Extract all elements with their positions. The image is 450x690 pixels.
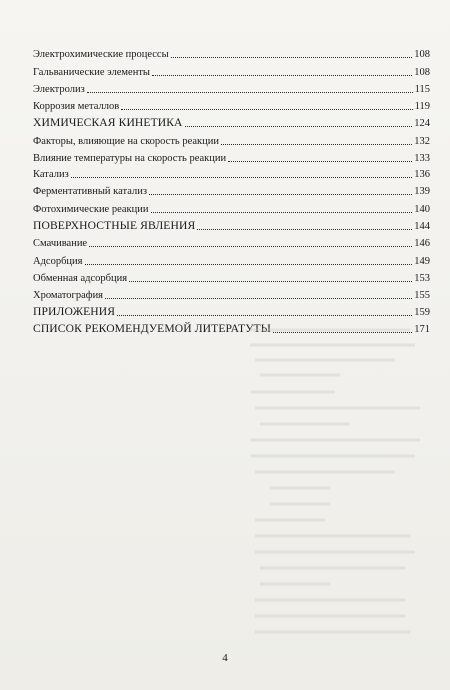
toc-entry-page: 140 <box>414 203 430 215</box>
toc-entry-page: 119 <box>414 100 430 112</box>
toc-entry <box>33 95 430 112</box>
toc-entry-page: 155 <box>414 289 430 301</box>
toc-entry-title: Хроматография <box>33 289 104 301</box>
toc-entry-title: Обменная адсорбция <box>33 272 128 284</box>
toc-entry-title: Гальванические элементы <box>33 66 150 78</box>
toc-entry-title: Коррозия металлов <box>33 100 120 112</box>
page-number: 4 <box>222 652 228 664</box>
toc-section-heading <box>33 301 430 318</box>
toc-entry-title: Влияние температуры на скорость реакции <box>33 152 227 164</box>
toc-dot-leader <box>197 229 412 230</box>
toc-entry <box>33 232 430 249</box>
toc-entry-title: ПРИЛОЖЕНИЯ <box>33 305 116 318</box>
toc-entry-page: 124 <box>414 117 430 129</box>
toc-entry <box>33 180 430 197</box>
toc-entry-page: 139 <box>414 185 430 197</box>
toc-entry-title: Факторы, влияющие на скорость реакции <box>33 135 219 147</box>
toc-entry-page: 115 <box>414 83 430 95</box>
toc-entry-page: 132 <box>414 135 430 147</box>
toc-entry <box>33 267 430 284</box>
toc-dot-leader <box>117 315 412 316</box>
toc-entry-title: ХИМИЧЕСКАЯ КИНЕТИКА <box>33 116 183 129</box>
toc-section-heading <box>33 318 430 335</box>
toc-entry-title: Электролиз <box>33 83 85 95</box>
toc-dot-leader <box>129 281 412 282</box>
toc-dot-leader <box>152 75 412 76</box>
toc-entry-page: 136 <box>414 168 430 180</box>
toc-entry-page: 108 <box>414 48 430 60</box>
toc-section-heading <box>33 215 430 232</box>
toc-entry <box>33 129 430 147</box>
toc-entry <box>33 164 430 180</box>
toc-entry-title: Фотохимические реакции <box>33 203 149 215</box>
toc-entry-page: 146 <box>414 237 430 249</box>
toc-entry <box>33 284 430 301</box>
toc-dot-leader <box>221 144 412 145</box>
toc-dot-leader <box>273 332 412 333</box>
toc-entry <box>33 249 430 267</box>
toc-entry <box>33 60 430 78</box>
toc-entry <box>33 40 430 60</box>
toc-entry-title: СПИСОК РЕКОМЕНДУЕМОЙ ЛИТЕРАТУТЫ <box>33 322 271 335</box>
toc-entry-page: 171 <box>414 323 430 335</box>
toc-entry-page: 108 <box>414 66 430 78</box>
toc-entry-title: ПОВЕРХНОСТНЫЕ ЯВЛЕНИЯ <box>33 219 196 232</box>
toc-dot-leader <box>121 109 412 110</box>
toc-dot-leader <box>87 92 413 93</box>
toc-dot-leader <box>171 57 413 58</box>
toc-entry-title: Электрохимические процессы <box>33 48 169 60</box>
toc-entry-title: Смачивание <box>33 237 88 249</box>
table-of-contents <box>33 40 430 335</box>
toc-dot-leader <box>151 212 413 213</box>
toc-entry <box>33 78 430 95</box>
toc-entry-page: 159 <box>414 306 430 318</box>
toc-section-heading <box>33 112 430 129</box>
toc-entry <box>33 147 430 164</box>
toc-dot-leader <box>228 161 412 162</box>
toc-entry-page: 149 <box>414 255 430 267</box>
toc-dot-leader <box>105 298 412 299</box>
toc-entry-title: Адсорбция <box>33 255 83 267</box>
toc-dot-leader <box>149 194 412 195</box>
toc-dot-leader <box>71 177 413 178</box>
toc-dot-leader <box>85 264 413 265</box>
toc-entry-page: 144 <box>414 220 430 232</box>
toc-entry-title: Ферментативный катализ <box>33 185 147 197</box>
toc-entry <box>33 197 430 215</box>
toc-entry-page: 153 <box>414 272 430 284</box>
toc-entry-page: 133 <box>414 152 430 164</box>
toc-dot-leader <box>89 246 412 247</box>
toc-dot-leader <box>185 126 413 127</box>
toc-entry-title: Катализ <box>33 168 69 180</box>
